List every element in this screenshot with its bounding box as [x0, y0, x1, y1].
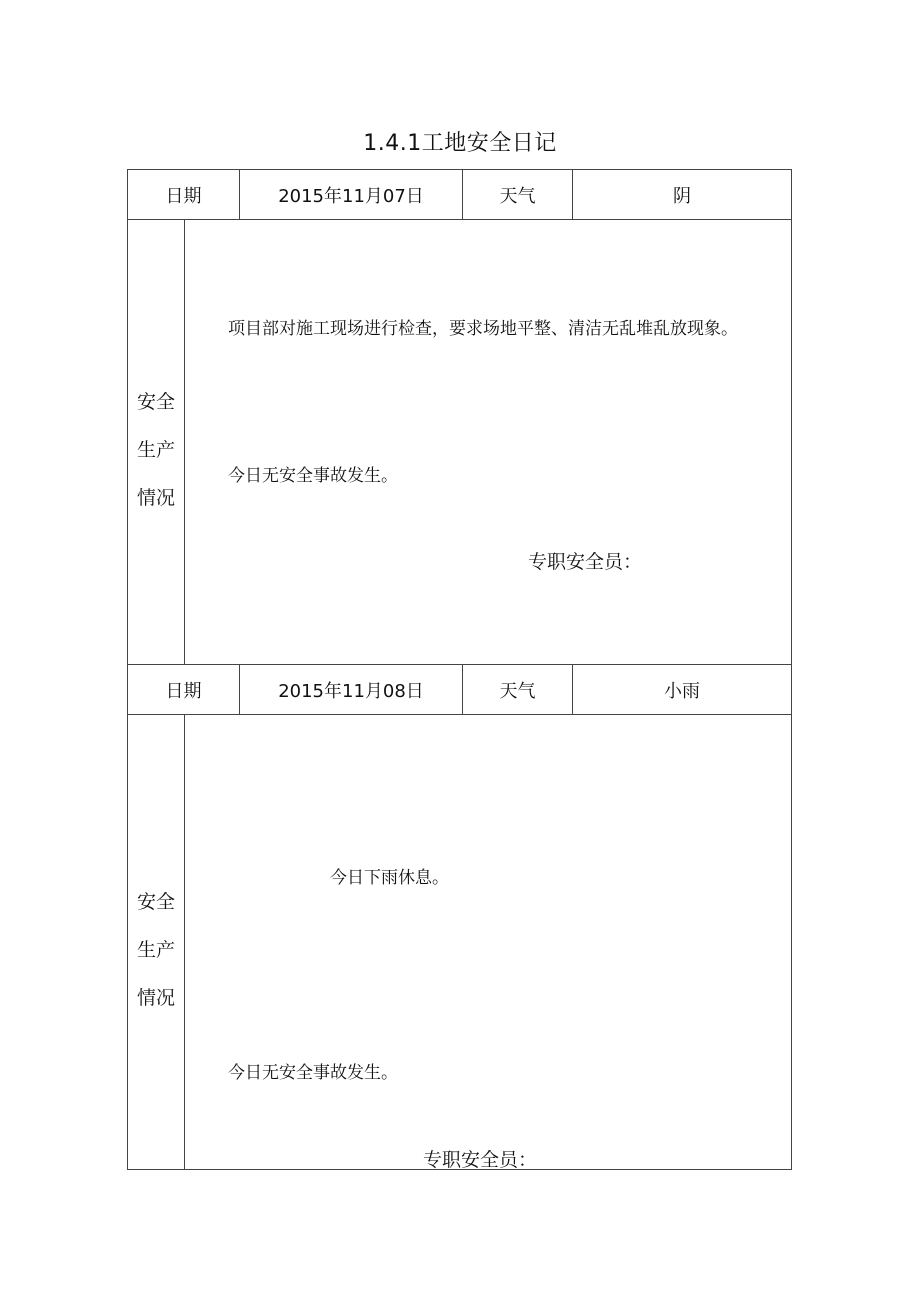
row-divider-1	[127, 219, 792, 220]
officer-label: 专职安全员：	[528, 551, 643, 573]
date-value: 2015年11月07日	[278, 185, 424, 207]
page-title: 1.4.1工地安全日记	[363, 131, 557, 156]
section-label-line: 生产	[136, 439, 175, 461]
accident-note: 今日无安全事故发生。	[228, 1063, 398, 1083]
date-value: 2015年11月08日	[278, 680, 424, 702]
officer-label: 专职安全员：	[423, 1149, 538, 1171]
weather-value: 阴	[673, 185, 691, 207]
section-label-line: 情况	[136, 487, 175, 509]
table-border-right	[791, 169, 792, 1170]
weather-value: 小雨	[664, 680, 700, 702]
safety-content: 今日下雨休息。	[330, 868, 449, 888]
date-label: 日期	[165, 680, 202, 702]
section-label-line: 情况	[136, 987, 175, 1009]
section-label-line: 安全	[136, 891, 175, 913]
safety-content: 项目部对施工现场进行检查，要求场地平整、清洁无乱堆乱放现象。	[228, 319, 738, 339]
section-label-line: 生产	[136, 939, 175, 961]
section-label	[128, 378, 184, 522]
section-label-line: 安全	[136, 391, 175, 413]
label-col-divider	[184, 219, 185, 665]
weather-label: 天气	[499, 185, 536, 207]
row-divider-3	[127, 714, 792, 715]
section-label	[128, 878, 184, 1022]
accident-note: 今日无安全事故发生。	[228, 466, 398, 486]
weather-label: 天气	[499, 680, 536, 702]
date-label: 日期	[165, 185, 202, 207]
label-col-divider	[184, 714, 185, 1170]
